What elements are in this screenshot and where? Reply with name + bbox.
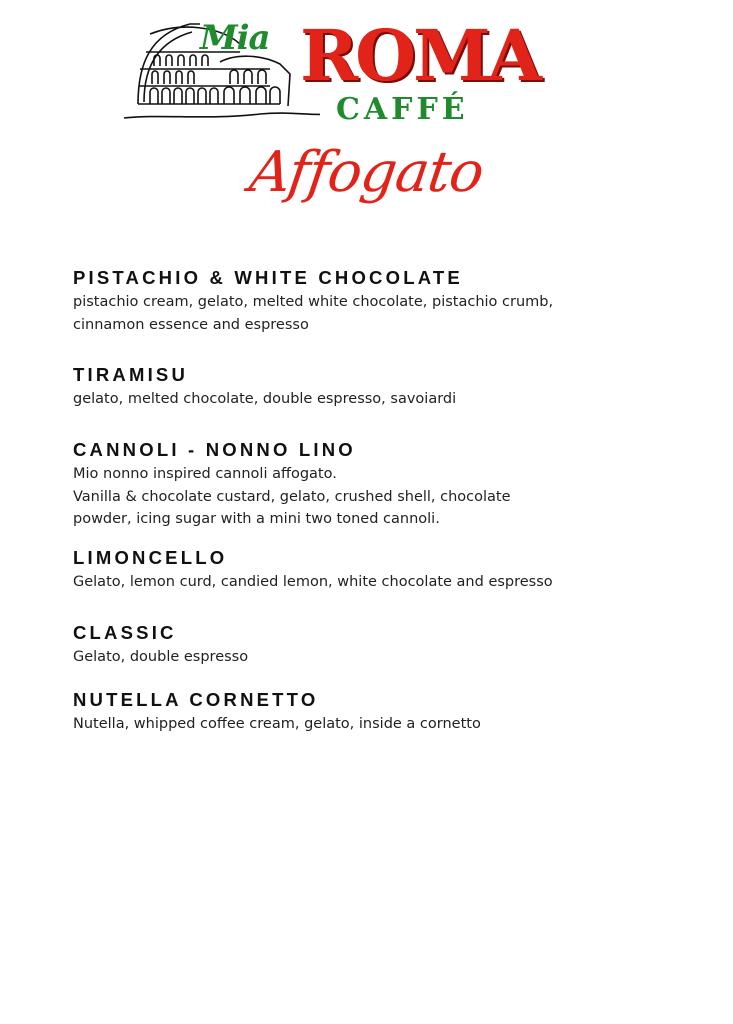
logo-roma-text: ROMA: [300, 14, 539, 97]
menu-item-description: Nutella, whipped coffee cream, gelato, inside a cornetto: [73, 716, 481, 732]
menu-item: [73, 620, 673, 669]
menu-item-name: PISTACHIO & WHITE CHOCOLATE: [73, 267, 463, 288]
menu-item-description: Gelato, lemon curd, candied lemon, white chocolate and espresso: [73, 574, 553, 590]
menu-item-name: TIRAMISU: [73, 364, 189, 385]
menu-item: [73, 437, 673, 531]
menu-item-name: LIMONCELLO: [73, 547, 228, 568]
menu-item-name: NUTELLA CORNETTO: [73, 689, 319, 710]
logo-caffe-text: CAFFÉ: [336, 92, 469, 127]
menu-item-description: gelato, melted chocolate, double espresso, savoiardi: [73, 391, 457, 407]
menu-item-name: CLASSIC: [73, 622, 177, 643]
menu-item: [73, 545, 673, 594]
menu-item-name: CANNOLI - NONNO LINO: [73, 439, 356, 460]
logo-mia-text: Mia: [200, 18, 270, 58]
menu-item: [73, 362, 673, 411]
menu-item-description: Gelato, double espresso: [73, 649, 249, 665]
menu-item-description: Mio nonno inspired cannoli affogato. Vanilla & chocolate custard, gelato, crushed shell, chocolate powder, icing sugar with a mini two toned cannoli.: [73, 466, 511, 527]
menu-item: [73, 687, 673, 736]
mia-roma-caffe-logo: [120, 14, 570, 132]
menu-item-description: pistachio cream, gelato, melted white chocolate, pistachio crumb, cinnamon essence and espresso: [73, 294, 554, 333]
page-title: Affogato: [245, 140, 488, 205]
menu-item: [73, 265, 673, 336]
